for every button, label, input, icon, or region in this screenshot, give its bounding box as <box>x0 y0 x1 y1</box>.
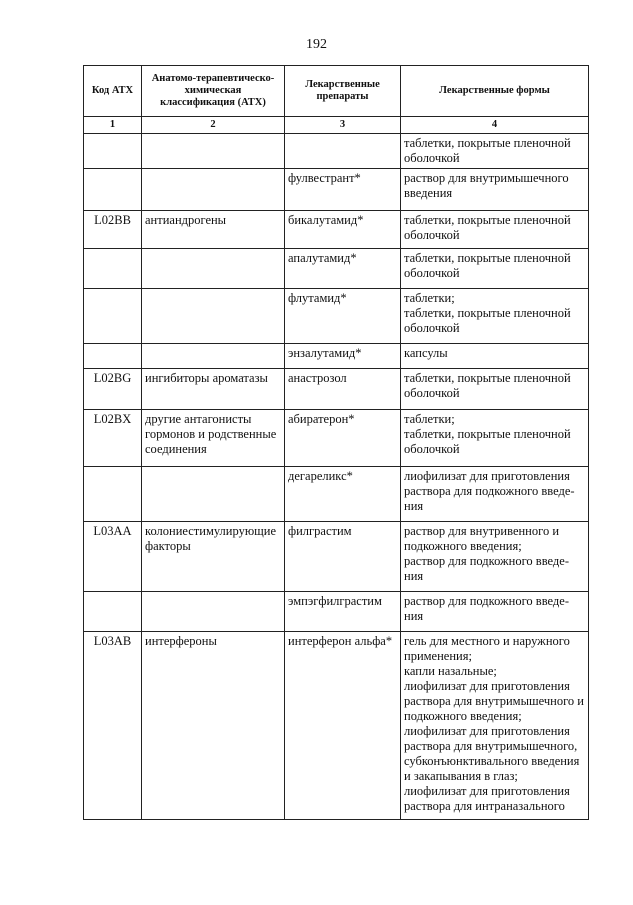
drug-name-cell: энзалутамид* <box>285 344 401 369</box>
dosage-form-text: лиофилизат для приготовления раствора для внутримышечного, субконъюнктивального введения и закапывания в глаз; <box>404 724 580 783</box>
table-row <box>84 592 589 632</box>
dosage-form-text: раствор для подкожного введе-ния <box>404 554 569 583</box>
dosage-form-text: лиофилизат для приготовления раствора для интраназального <box>404 784 570 813</box>
header-drugs: Лекарственные препараты <box>285 66 401 117</box>
atc-code-cell <box>84 467 142 522</box>
dosage-forms-cell <box>401 344 589 369</box>
dosage-forms-cell <box>401 522 589 592</box>
header-dosage-forms: Лекарственные формы <box>401 66 589 117</box>
table-row <box>84 632 589 820</box>
dosage-form-text: раствор для подкожного введе-ния <box>404 594 569 623</box>
dosage-forms-cell <box>401 369 589 410</box>
dosage-form-text: таблетки, покрытые пленочной оболочкой <box>404 136 571 165</box>
atc-code-cell <box>84 249 142 289</box>
atc-code-cell <box>84 134 142 169</box>
dosage-form-text: таблетки; <box>404 412 455 426</box>
header-atc-classification: Анатомо-терапевтическо-химическая классификация (АТХ) <box>142 66 285 117</box>
drug-name-cell: дегареликс* <box>285 467 401 522</box>
dosage-form-text: капли назальные; <box>404 664 497 678</box>
atc-classification-cell <box>142 134 285 169</box>
atc-classification-cell <box>142 169 285 211</box>
table-row <box>84 134 589 169</box>
atc-classification-cell <box>142 467 285 522</box>
drug-name-cell: анастрозол <box>285 369 401 410</box>
dosage-forms-cell <box>401 410 589 467</box>
atc-classification-text: интерфероны <box>145 634 217 648</box>
drug-name-cell: абиратерон* <box>285 410 401 467</box>
dosage-forms-cell <box>401 592 589 632</box>
atc-classification-text: колониестимулирующие факторы <box>145 524 277 553</box>
dosage-form-text: раствор для внутривенного и подкожного введения; <box>404 524 560 553</box>
dosage-form-text: лиофилизат для приготовления раствора для внутримышечного и подкожного введения; <box>404 679 584 723</box>
dosage-form-text: таблетки, покрытые пленочной оболочкой <box>404 306 571 335</box>
table-row <box>84 249 589 289</box>
atc-code-cell: L02BG <box>84 369 142 410</box>
table-row <box>84 169 589 211</box>
dosage-form-text: таблетки, покрытые пленочной оболочкой <box>404 371 571 400</box>
dosage-form-text: капсулы <box>404 346 448 360</box>
column-number: 3 <box>285 117 401 134</box>
dosage-form-text: таблетки; <box>404 291 455 305</box>
table-body <box>84 134 589 820</box>
table-row <box>84 467 589 522</box>
atc-code-cell <box>84 169 142 211</box>
drug-name-cell: бикалутамид* <box>285 211 401 249</box>
drug-table <box>83 65 589 820</box>
dosage-form-text: лиофилизат для приготовления раствора для подкожного введе-ния <box>404 469 575 513</box>
dosage-forms-cell <box>401 289 589 344</box>
drug-name-cell: интерферон альфа* <box>285 632 401 820</box>
column-number-row <box>84 117 589 134</box>
atc-code-cell: L03AB <box>84 632 142 820</box>
drug-name-cell <box>285 134 401 169</box>
dosage-forms-cell <box>401 211 589 249</box>
drug-name-cell: флутамид* <box>285 289 401 344</box>
atc-classification-cell <box>142 632 285 820</box>
dosage-forms-cell <box>401 249 589 289</box>
atc-classification-text: другие антагонисты гормонов и родственные соединения <box>145 412 277 456</box>
dosage-forms-cell <box>401 632 589 820</box>
table-row <box>84 410 589 467</box>
atc-code-cell: L02BX <box>84 410 142 467</box>
atc-classification-cell <box>142 522 285 592</box>
table-row <box>84 211 589 249</box>
dosage-form-text: раствор для внутримышечного введения <box>404 171 569 200</box>
drug-name-cell: фулвестрант* <box>285 169 401 211</box>
atc-classification-cell <box>142 249 285 289</box>
table-row <box>84 369 589 410</box>
header-code: Код АТХ <box>84 66 142 117</box>
page-number: 192 <box>306 37 327 52</box>
table-row <box>84 344 589 369</box>
dosage-form-text: таблетки, покрытые пленочной оболочкой <box>404 213 571 242</box>
atc-code-cell <box>84 344 142 369</box>
table-header-row <box>84 66 589 117</box>
dosage-form-text: таблетки, покрытые пленочной оболочкой <box>404 427 571 456</box>
atc-classification-cell <box>142 211 285 249</box>
column-number: 4 <box>401 117 589 134</box>
column-number: 1 <box>84 117 142 134</box>
atc-classification-cell <box>142 592 285 632</box>
atc-classification-cell <box>142 289 285 344</box>
drug-name-cell: филграстим <box>285 522 401 592</box>
table-row <box>84 289 589 344</box>
drug-name-cell: апалутамид* <box>285 249 401 289</box>
atc-code-cell: L03AA <box>84 522 142 592</box>
atc-code-cell: L02BB <box>84 211 142 249</box>
dosage-forms-cell <box>401 169 589 211</box>
dosage-form-text: таблетки, покрытые пленочной оболочкой <box>404 251 571 280</box>
table-row <box>84 522 589 592</box>
atc-classification-cell <box>142 344 285 369</box>
dosage-forms-cell <box>401 134 589 169</box>
atc-classification-cell <box>142 410 285 467</box>
atc-classification-text: антиандрогены <box>145 213 227 227</box>
atc-code-cell <box>84 289 142 344</box>
atc-classification-cell <box>142 369 285 410</box>
atc-code-cell <box>84 592 142 632</box>
dosage-form-text: гель для местного и наружного применения; <box>404 634 570 663</box>
dosage-forms-cell <box>401 467 589 522</box>
atc-classification-text: ингибиторы ароматазы <box>145 371 268 385</box>
column-number: 2 <box>142 117 285 134</box>
drug-name-cell: эмпэгфилграстим <box>285 592 401 632</box>
